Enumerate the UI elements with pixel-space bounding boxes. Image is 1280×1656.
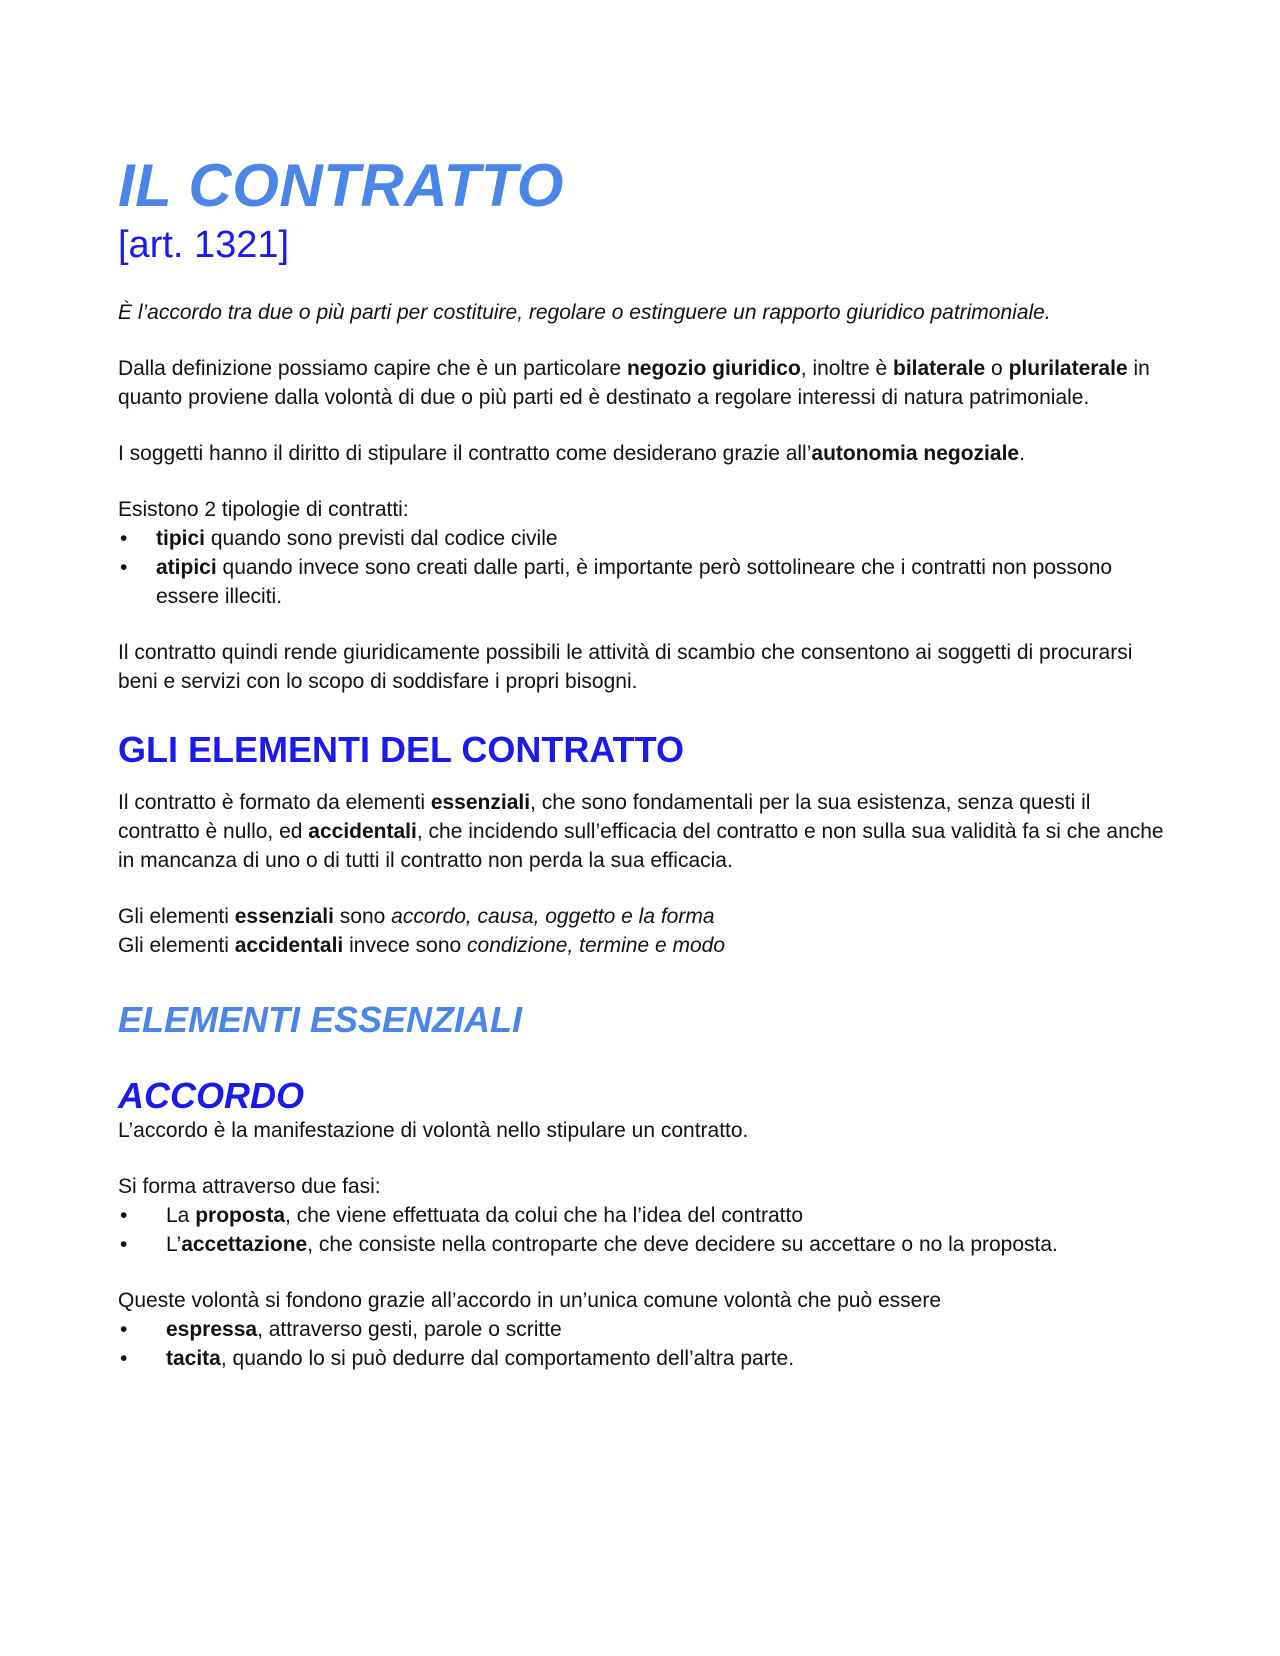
list-item: • tacita, quando lo si può dedurre dal comportamento dell’altra parte. bbox=[118, 1344, 1168, 1373]
bullet-icon: • bbox=[120, 1347, 128, 1370]
bullet-icon: • bbox=[120, 1318, 128, 1341]
types-intro: Esistono 2 tipologie di contratti: bbox=[118, 498, 409, 521]
article-reference: [art. 1321] bbox=[118, 224, 290, 266]
line-essenziali: Gli elementi essenziali sono accordo, causa, oggetto e la forma bbox=[118, 905, 715, 928]
phases-list bbox=[118, 1201, 1168, 1259]
bullet-icon: • bbox=[120, 1233, 128, 1256]
document-page bbox=[118, 150, 1168, 1373]
list-item: • L’accettazione, che consiste nella controparte che deve decidere su accettare o no la proposta. bbox=[118, 1230, 1168, 1259]
section-heading-accordo: ACCORDO bbox=[118, 1075, 304, 1116]
paragraph-elementi: Il contratto è formato da elementi essenziali, che sono fondamentali per la sua esistenza, senza questi il contratto è nullo, ed accidentali, che incidendo sull’efficacia del contratto e non sulla sua validità fa si che anche in mancanza di uno o di tutti il contratto non perda la sua efficacia. bbox=[118, 791, 1164, 872]
phases-intro: Si forma attraverso due fasi: bbox=[118, 1175, 381, 1198]
bullet-icon: • bbox=[120, 556, 128, 579]
line-accidentali: Gli elementi accidentali invece sono condizione, termine e modo bbox=[118, 934, 726, 957]
document-title: IL CONTRATTO bbox=[118, 152, 564, 219]
bullet-icon: • bbox=[120, 527, 128, 550]
definition-paragraph: È l’accordo tra due o più parti per costituire, regolare o estinguere un rapporto giuridico patrimoniale. bbox=[118, 301, 1051, 324]
will-list bbox=[118, 1315, 1168, 1373]
will-intro: Queste volontà si fondono grazie all’accordo in un’unica comune volontà che può essere bbox=[118, 1289, 942, 1312]
bullet-icon: • bbox=[120, 1204, 128, 1227]
paragraph-autonomia: I soggetti hanno il diritto di stipulare il contratto come desiderano grazie all’autonomia negoziale. bbox=[118, 442, 1025, 465]
types-list bbox=[118, 524, 1168, 611]
list-item: • espressa, attraverso gesti, parole o scritte bbox=[118, 1315, 1168, 1344]
section-heading-essenziali: ELEMENTI ESSENZIALI bbox=[118, 999, 523, 1040]
list-item: • atipici quando invece sono creati dalle parti, è importante però sottolineare che i contratti non possono essere illeciti. bbox=[118, 553, 1168, 611]
list-item: • tipici quando sono previsti dal codice civile bbox=[118, 524, 1168, 553]
accordo-intro: L’accordo è la manifestazione di volontà nello stipulare un contratto. bbox=[118, 1119, 749, 1142]
section-heading-elementi: GLI ELEMENTI DEL CONTRATTO bbox=[118, 729, 684, 770]
list-item: • La proposta, che viene effettuata da colui che ha l’idea del contratto bbox=[118, 1201, 1168, 1230]
paragraph-scambio: Il contratto quindi rende giuridicamente possibili le attività di scambio che consentono ai soggetti di procurarsi beni e servizi con lo scopo di soddisfare i propri bisogni. bbox=[118, 641, 1133, 693]
paragraph-negozio: Dalla definizione possiamo capire che è un particolare negozio giuridico, inoltre è bilaterale o plurilaterale in quanto proviene dalla volontà di due o più parti ed è destinato a regolare interessi di natura patrimoniale. bbox=[118, 357, 1150, 409]
